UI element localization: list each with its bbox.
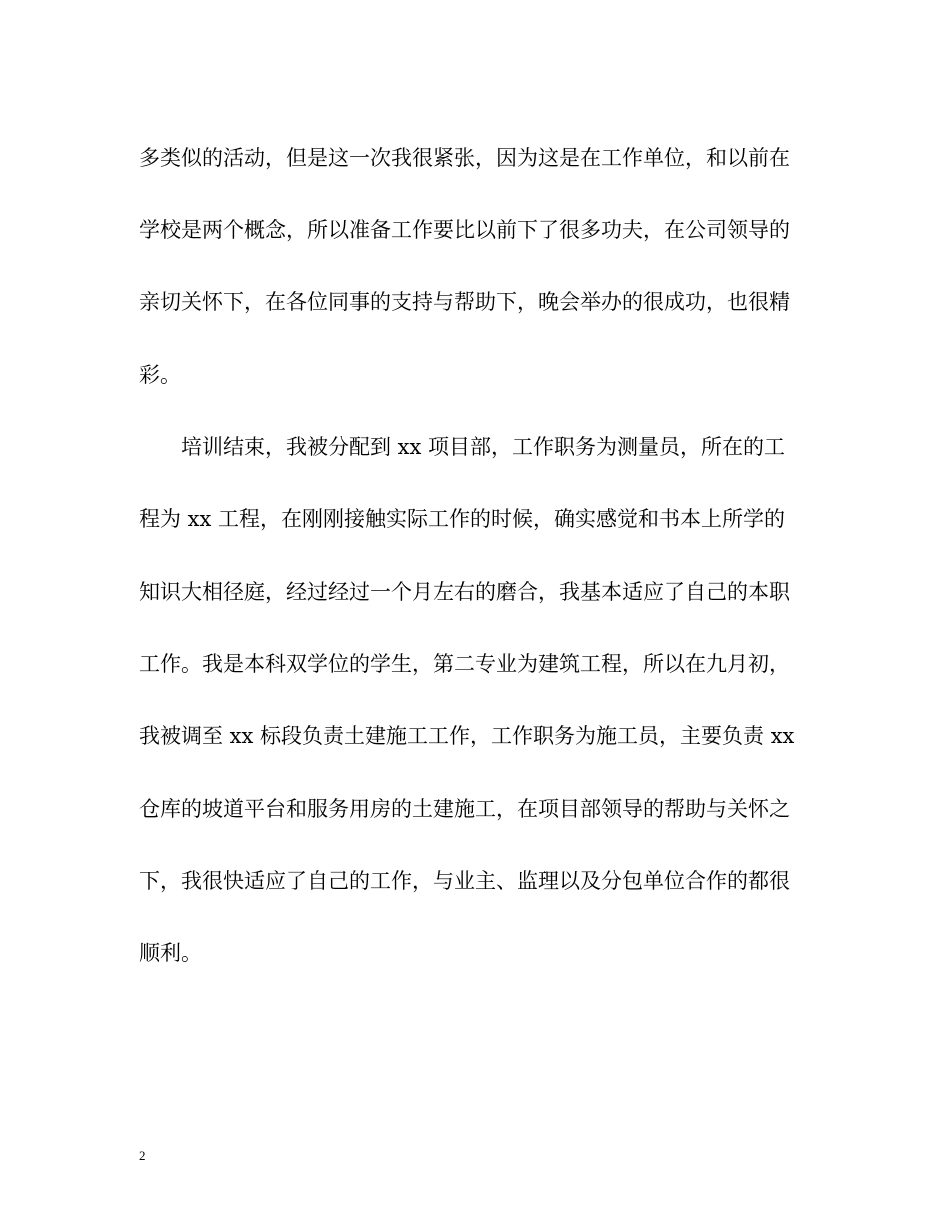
page-number: 2 [139,1148,146,1163]
text-line-6: 程为 xx 工程，在刚刚接触实际工作的时候，确实感觉和书本上所学的 [139,507,786,531]
text-line-11: 下，我很快适应了自己的工作，与业主、监理以及分包单位合作的都很 [139,869,790,893]
text-line-7: 知识大相径庭，经过经过一个月左右的磨合，我基本适应了自己的本职 [139,580,790,604]
text-line-5: 培训结束，我被分配到 xx 项目部，工作职务为测量员，所在的工 [139,435,786,459]
text-line-8: 工作。我是本科双学位的学生，第二专业为建筑工程，所以在九月初， [139,652,790,676]
text-line-4: 彩。 [139,363,181,387]
text-line-9: 我被调至 xx 标段负责土建施工工作，工作职务为施工员，主要负责 xx [139,724,795,748]
text-line-1: 多类似的活动，但是这一次我很紧张，因为这是在工作单位，和以前在 [139,146,790,170]
text-line-2: 学校是两个概念，所以准备工作要比以前下了很多功夫，在公司领导的 [139,218,790,242]
text-line-10: 仓库的坡道平台和服务用房的土建施工，在项目部领导的帮助与关怀之 [139,797,790,821]
text-line-3: 亲切关怀下，在各位同事的支持与帮助下，晚会举办的很成功，也很精 [139,290,790,314]
text-line-12: 顺利。 [139,941,202,965]
